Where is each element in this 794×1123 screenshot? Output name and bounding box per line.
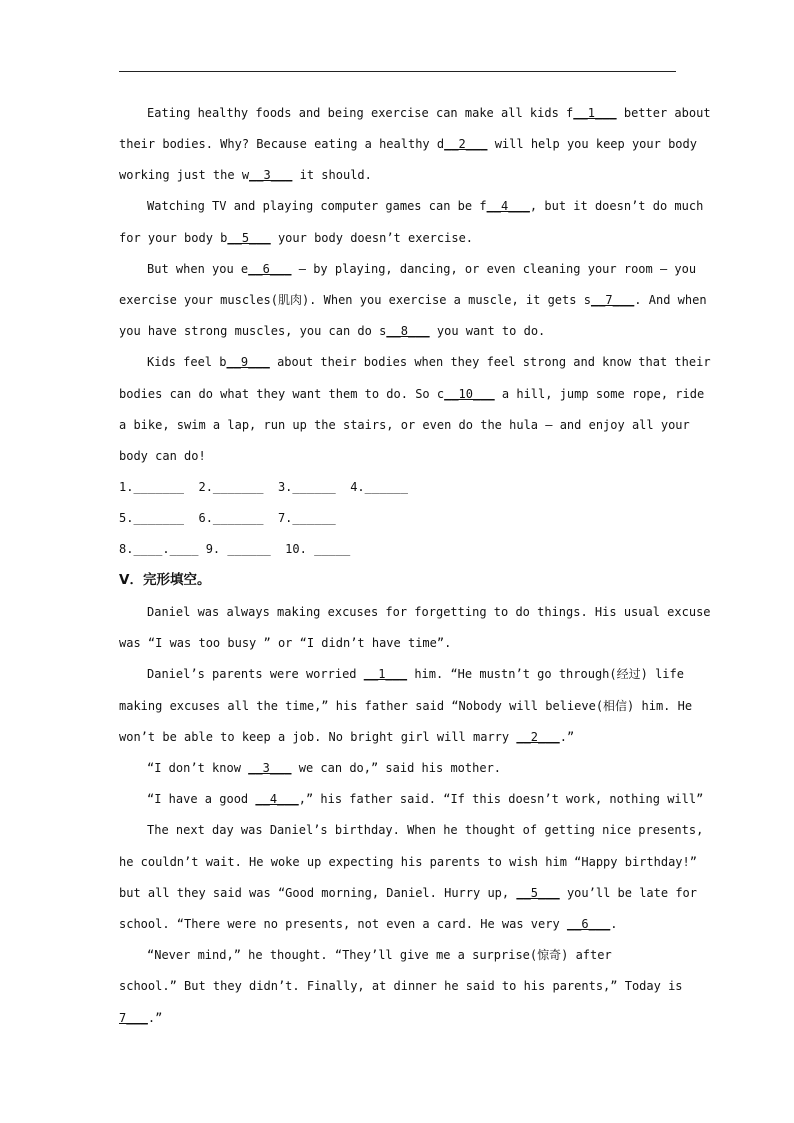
text: exercise your muscles(肌肉). When you exercise a muscle, it gets s [119, 293, 591, 307]
blank-2: __2___ [444, 137, 488, 151]
text: — by playing, dancing, or even cleaning your room — you [291, 262, 697, 276]
text: your body doesn’t exercise. [270, 231, 474, 245]
answer-row: 5._______ 6._______ 7.______ [119, 511, 336, 525]
blank-2: __2___ [516, 730, 560, 744]
text: .” [559, 730, 575, 744]
passage2-line [119, 729, 574, 745]
blank-6: __6___ [248, 262, 292, 276]
passage2-line: school.” But they didn’t. Finally, at dinner he said to his parents,” Today is [119, 979, 683, 993]
text: “I have a good [147, 792, 256, 806]
blank-9: __9___ [226, 355, 270, 369]
passage1-line [119, 230, 473, 246]
text: Watching TV and playing computer games can be f [147, 199, 487, 213]
text: But when you e [147, 262, 249, 276]
passage2-line [147, 760, 501, 776]
text: “I don’t know [147, 761, 249, 775]
text: their bodies. Why? Because eating a healthy d [119, 137, 445, 151]
text: . [610, 917, 618, 931]
blank-8: __8___ [386, 324, 430, 338]
passage2-line [119, 916, 618, 932]
passage2-line: making excuses all the time,” his father said “Nobody will believe(相信) him. He [119, 699, 693, 713]
passage2-line [147, 666, 684, 682]
blank-1: __1___ [573, 106, 617, 120]
text: won’t be able to keep a job. No bright girl will marry [119, 730, 517, 744]
blank-4: __4___ [486, 199, 530, 213]
passage1-line [119, 292, 707, 308]
text: bodies can do what they want them to do. So c [119, 387, 445, 401]
passage1-line [119, 167, 372, 183]
blank-5: __5___ [516, 886, 560, 900]
blank-3: __3___ [249, 168, 293, 182]
text: .” [147, 1011, 163, 1025]
text: Daniel’s parents were worried [147, 667, 364, 681]
text: working just the w [119, 168, 250, 182]
text: it should. [292, 168, 372, 182]
blank-1: __1___ [363, 667, 408, 681]
answer-row: 1._______ 2._______ 3.______ 4.______ [119, 480, 408, 494]
passage2-line: was “I was too busy ” or “I didn’t have time”. [119, 636, 452, 650]
text: Eating healthy foods and being exercise can make all kids f [147, 106, 574, 120]
blank-7: 7___ [119, 1011, 148, 1025]
passage2-line: The next day was Daniel’s birthday. When he thought of getting nice presents, [147, 823, 704, 837]
blank-6: __6___ [566, 917, 611, 931]
passage1-line: body can do! [119, 449, 206, 463]
blank-10: __10___ [444, 387, 495, 401]
text: we can do,” said his mother. [291, 761, 502, 775]
passage1-line [119, 386, 704, 402]
passage1-line [147, 261, 696, 277]
text: you’ll be late for [559, 886, 697, 900]
passage1-line [147, 354, 711, 370]
passage1-line: a bike, swim a lap, run up the stairs, or even do the hula — and enjoy all your [119, 418, 690, 432]
text: about their bodies when they feel strong and know that their [269, 355, 711, 369]
text: for your body b [119, 231, 228, 245]
passage1-line [147, 198, 703, 214]
passage2-line [119, 885, 697, 901]
text: will help you keep your body [487, 137, 697, 151]
text: but all they said was “Good morning, Daniel. Hurry up, [119, 886, 517, 900]
text: him. “He mustn’t go through(经过) life [407, 667, 684, 681]
text: Kids feel b [147, 355, 227, 369]
blank-7: __7___ [590, 293, 635, 307]
text: better about [616, 106, 711, 120]
answer-row: 8.____.____ 9. ______ 10. _____ [119, 542, 351, 556]
text: ,” his father said. “If this doesn’t work, nothing will” [298, 792, 704, 806]
passage2-line: Daniel was always making excuses for forgetting to do things. His usual excuse [147, 605, 711, 619]
section-heading: V．完形填空。 [119, 572, 211, 588]
passage2-line: “Never mind,” he thought. “They’ll give me a surprise(惊奇) after [147, 948, 612, 962]
passage2-line [147, 791, 703, 807]
passage2-line [119, 1010, 162, 1026]
passage1-line [119, 323, 545, 339]
passage1-line [147, 105, 711, 121]
passage2-line: he couldn’t wait. He woke up expecting his parents to wish him “Happy birthday!” [119, 855, 697, 869]
blank-3: __3___ [248, 761, 292, 775]
passage1-line [119, 136, 697, 152]
blank-4: __4___ [255, 792, 299, 806]
text: a hill, jump some rope, ride [494, 387, 705, 401]
text: , but it doesn’t do much [529, 199, 704, 213]
text: . And when [634, 293, 707, 307]
blank-5: __5___ [227, 231, 271, 245]
text: you have strong muscles, you can do s [119, 324, 387, 338]
text: school. “There were no presents, not even a card. He was very [119, 917, 567, 931]
text: you want to do. [429, 324, 546, 338]
header-rule [119, 71, 676, 72]
